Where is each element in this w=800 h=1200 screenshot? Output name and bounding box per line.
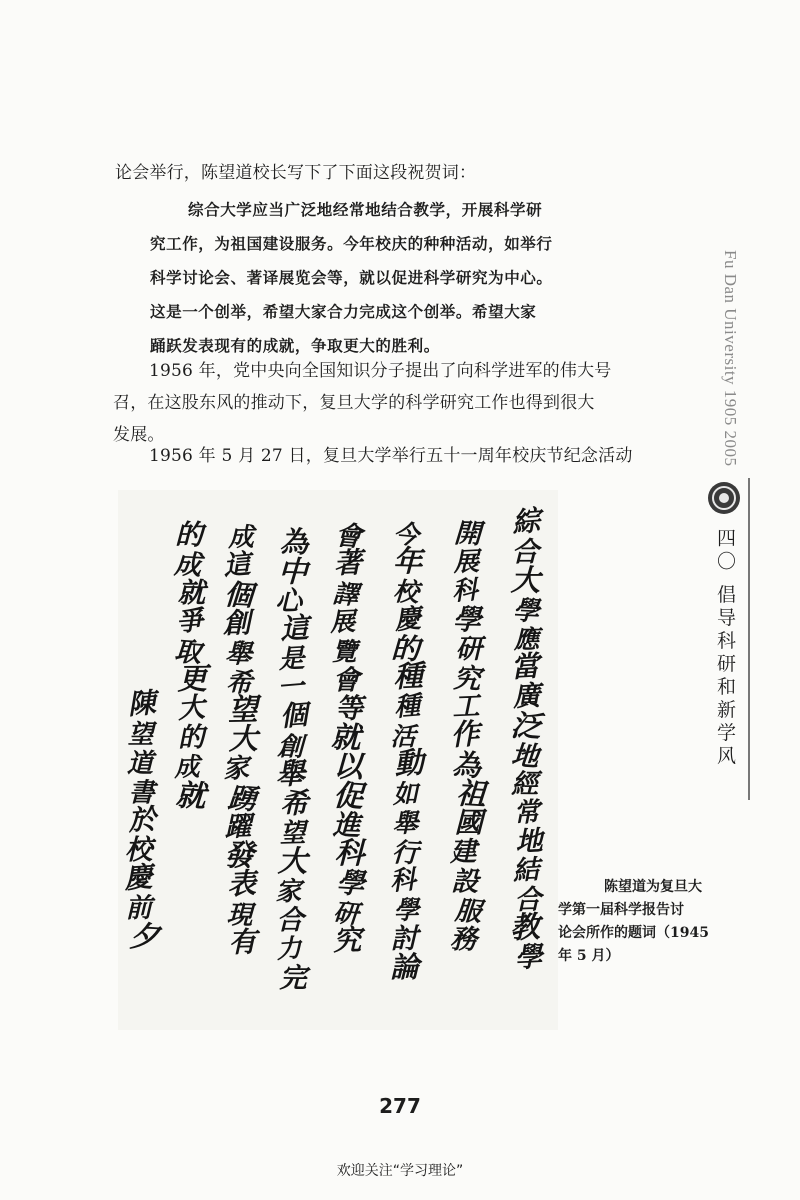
calligraphy-glyph: 是 [277, 643, 306, 675]
university-emblem-icon [706, 480, 742, 516]
calligraphy-glyph: 務 [449, 924, 478, 956]
calligraphy-glyph: 創 [277, 732, 304, 763]
calligraphy-glyph: 望 [127, 719, 154, 750]
calligraphy-glyph: 舉 [392, 807, 419, 838]
calligraphy-glyph: 這 [222, 548, 252, 582]
calligraphy-glyph: 一 [276, 670, 306, 704]
calligraphy-glyph: 取 [173, 636, 203, 669]
paragraph-2 [113, 440, 673, 472]
calligraphy-glyph: 工 [451, 689, 481, 723]
calligraphy-glyph: 大 [277, 843, 308, 879]
calligraphy-glyph: 望 [279, 818, 307, 849]
calligraphy-glyph: 大 [228, 721, 258, 756]
calligraphy-glyph: 為 [451, 747, 483, 783]
calligraphy-glyph: 祖 [455, 775, 488, 812]
quote-block [150, 193, 630, 363]
calligraphy-glyph: 大 [510, 562, 541, 598]
calligraphy-glyph: 於 [127, 803, 157, 837]
calligraphy-glyph: 躍 [223, 811, 252, 843]
calligraphy-glyph: 成 [173, 549, 203, 582]
calligraphy-glyph: 的 [177, 721, 206, 754]
calligraphy-glyph: 創 [222, 605, 252, 640]
calligraphy-glyph: 希 [225, 667, 253, 699]
calligraphy-glyph: 結 [511, 854, 541, 887]
calligraphy-glyph: 種 [392, 657, 424, 694]
calligraphy-glyph: 表 [226, 865, 257, 901]
calligraphy-glyph: 著 [333, 545, 363, 580]
calligraphy-glyph: 開 [453, 518, 482, 551]
calligraphy-glyph: 力 [275, 932, 303, 964]
calligraphy-glyph: 經 [511, 769, 539, 801]
calligraphy-glyph: 道 [126, 748, 154, 780]
calligraphy-glyph: 譯 [331, 578, 360, 610]
calligraphy-glyph: 學 [452, 602, 482, 637]
calligraphy-glyph: 這 [279, 610, 310, 646]
calligraphy-glyph: 覽 [331, 636, 358, 667]
calligraphy-glyph: 為 [279, 525, 309, 559]
side-title-text: Fu Dan University 1905 2005 [721, 250, 740, 467]
calligraphy-glyph: 有 [228, 925, 258, 959]
calligraphy-glyph: 論 [389, 949, 419, 984]
calligraphy-glyph: 踴 [226, 781, 258, 817]
calligraphy-glyph: 校 [124, 833, 153, 866]
quote-line: 这是一个创举，希望大家合力完成这个创举。希望大家 [150, 302, 537, 321]
side-rule [748, 478, 750, 800]
calligraphy-glyph: 合 [276, 905, 304, 937]
calligraphy-glyph: 望 [227, 692, 259, 728]
calligraphy-glyph: 究 [332, 922, 362, 957]
caption-line: 年 5 月） [558, 948, 620, 964]
calligraphy-glyph: 更 [177, 660, 208, 696]
calligraphy-glyph: 學 [514, 940, 543, 974]
calligraphy-glyph: 教 [509, 908, 541, 945]
calligraphy-glyph: 等 [335, 691, 364, 725]
calligraphy-glyph: 服 [453, 895, 483, 929]
calligraphy-glyph: 國 [454, 806, 483, 840]
calligraphy-glyph: 合 [513, 884, 542, 916]
calligraphy-glyph: 完 [279, 962, 307, 995]
calligraphy-glyph: 合 [511, 536, 539, 569]
calligraphy-glyph: 年 [392, 543, 423, 579]
calligraphy-glyph: 希 [279, 786, 309, 820]
calligraphy-glyph: 中 [277, 553, 309, 590]
calligraphy-glyph: 心 [275, 585, 303, 617]
calligraphy-glyph: 慶 [123, 860, 154, 895]
figure-caption [558, 876, 758, 968]
paragraph-line: 召，在这股东风的推动下，复旦大学的科学研究工作也得到很大 [113, 393, 595, 413]
calligraphy-glyph: 研 [332, 897, 360, 930]
calligraphy-glyph: 爭 [174, 605, 205, 638]
caption-line: 陈望道为复旦大 [604, 879, 702, 895]
calligraphy-glyph: 個 [278, 697, 309, 733]
quote-line: 究工作，为祖国建设服务。今年校庆的种种活动，如举行 [150, 234, 553, 253]
calligraphy-glyph: 種 [393, 691, 422, 723]
calligraphy-glyph: 成 [173, 751, 200, 782]
calligraphy-glyph: 廣 [512, 679, 542, 713]
paragraph-line: 发展。 [113, 425, 165, 445]
calligraphy-glyph: 成 [227, 522, 255, 553]
calligraphy-glyph: 地 [510, 739, 540, 774]
calligraphy-glyph: 發 [223, 837, 255, 873]
calligraphy-strokes [118, 490, 558, 1030]
calligraphy-glyph: 的 [390, 631, 421, 666]
calligraphy-glyph: 舉 [275, 756, 306, 791]
calligraphy-glyph: 會 [332, 665, 360, 697]
calligraphy-glyph: 會 [333, 520, 363, 553]
calligraphy-glyph: 學 [393, 894, 420, 925]
calligraphy-glyph: 今 [392, 518, 420, 551]
calligraphy-glyph: 當 [509, 648, 541, 684]
calligraphy-glyph: 泛 [509, 708, 543, 746]
chapter-label [712, 528, 742, 768]
quote-line: 踊跃发表现有的成就，争取更大的胜利。 [150, 336, 440, 355]
calligraphy-glyph: 的 [174, 518, 204, 552]
calligraphy-glyph: 大 [176, 691, 206, 725]
calligraphy-glyph: 家 [275, 876, 302, 907]
calligraphy-image [118, 490, 558, 1030]
calligraphy-glyph: 研 [455, 633, 483, 665]
calligraphy-glyph: 以 [332, 748, 364, 784]
page-number: 277 [379, 1094, 421, 1118]
calligraphy-glyph: 常 [512, 796, 541, 829]
chapter-label-text: 四〇 倡导科研和新学风 [714, 528, 736, 769]
calligraphy-glyph: 科 [450, 575, 479, 607]
intro-line: 论会举行，陈望道校长写下了下面这段祝贺词： [115, 163, 477, 183]
calligraphy-glyph: 就 [174, 778, 207, 815]
quote-line: 科学讨论会、著译展览会等，就以促进科学研究为中心。 [150, 268, 553, 287]
calligraphy-glyph: 如 [392, 778, 419, 809]
calligraphy-glyph: 展 [452, 546, 480, 578]
paragraph-1 [113, 355, 673, 451]
calligraphy-glyph: 討 [390, 922, 419, 955]
footer-text: 欢迎关注“学习理论” [336, 1163, 464, 1179]
calligraphy-glyph: 應 [513, 624, 540, 654]
calligraphy-glyph: 就 [177, 576, 206, 610]
calligraphy-glyph: 個 [223, 577, 255, 613]
calligraphy-glyph: 家 [221, 752, 250, 785]
calligraphy-glyph: 現 [226, 900, 254, 931]
calligraphy-glyph: 前 [125, 892, 153, 924]
calligraphy-glyph: 地 [514, 824, 544, 858]
calligraphy-glyph: 學 [512, 595, 541, 628]
caption-line: 学第一届科学报告讨 [558, 902, 684, 918]
calligraphy-glyph: 建 [449, 836, 477, 868]
calligraphy-glyph: 活 [390, 721, 416, 752]
calligraphy-glyph: 就 [330, 719, 361, 755]
quote-line: 综合大学应当广泛地经常地结合教学，开展科学研 [188, 200, 543, 219]
calligraphy-glyph: 設 [451, 866, 480, 898]
calligraphy-glyph: 科 [388, 864, 418, 897]
calligraphy-glyph: 究 [452, 662, 482, 696]
calligraphy-glyph: 科 [334, 835, 365, 871]
calligraphy-glyph: 作 [449, 716, 481, 752]
side-running-title [720, 250, 760, 475]
calligraphy-glyph: 學 [335, 866, 366, 901]
calligraphy-glyph: 行 [391, 837, 420, 870]
paragraph-line: 1956 年，党中央向全国知识分子提出了向科学进军的伟大号 [149, 361, 612, 381]
calligraphy-glyph: 進 [332, 809, 361, 842]
calligraphy-glyph: 綜 [511, 504, 542, 539]
calligraphy-glyph: 書 [128, 777, 155, 809]
paragraph-line: 1956 年 5 月 27 日，复旦大学举行五十一周年校庆节纪念活动 [149, 446, 633, 466]
calligraphy-glyph: 夕 [128, 919, 161, 956]
calligraphy-glyph: 舉 [224, 638, 253, 671]
caption-line: 论会所作的题词（1945 [558, 925, 709, 941]
calligraphy-glyph: 校 [392, 577, 420, 609]
calligraphy-glyph: 促 [332, 778, 365, 816]
calligraphy-glyph: 展 [329, 605, 357, 637]
calligraphy-glyph: 慶 [393, 602, 423, 636]
calligraphy-glyph: 陳 [126, 685, 157, 721]
calligraphy-glyph: 動 [393, 745, 425, 781]
